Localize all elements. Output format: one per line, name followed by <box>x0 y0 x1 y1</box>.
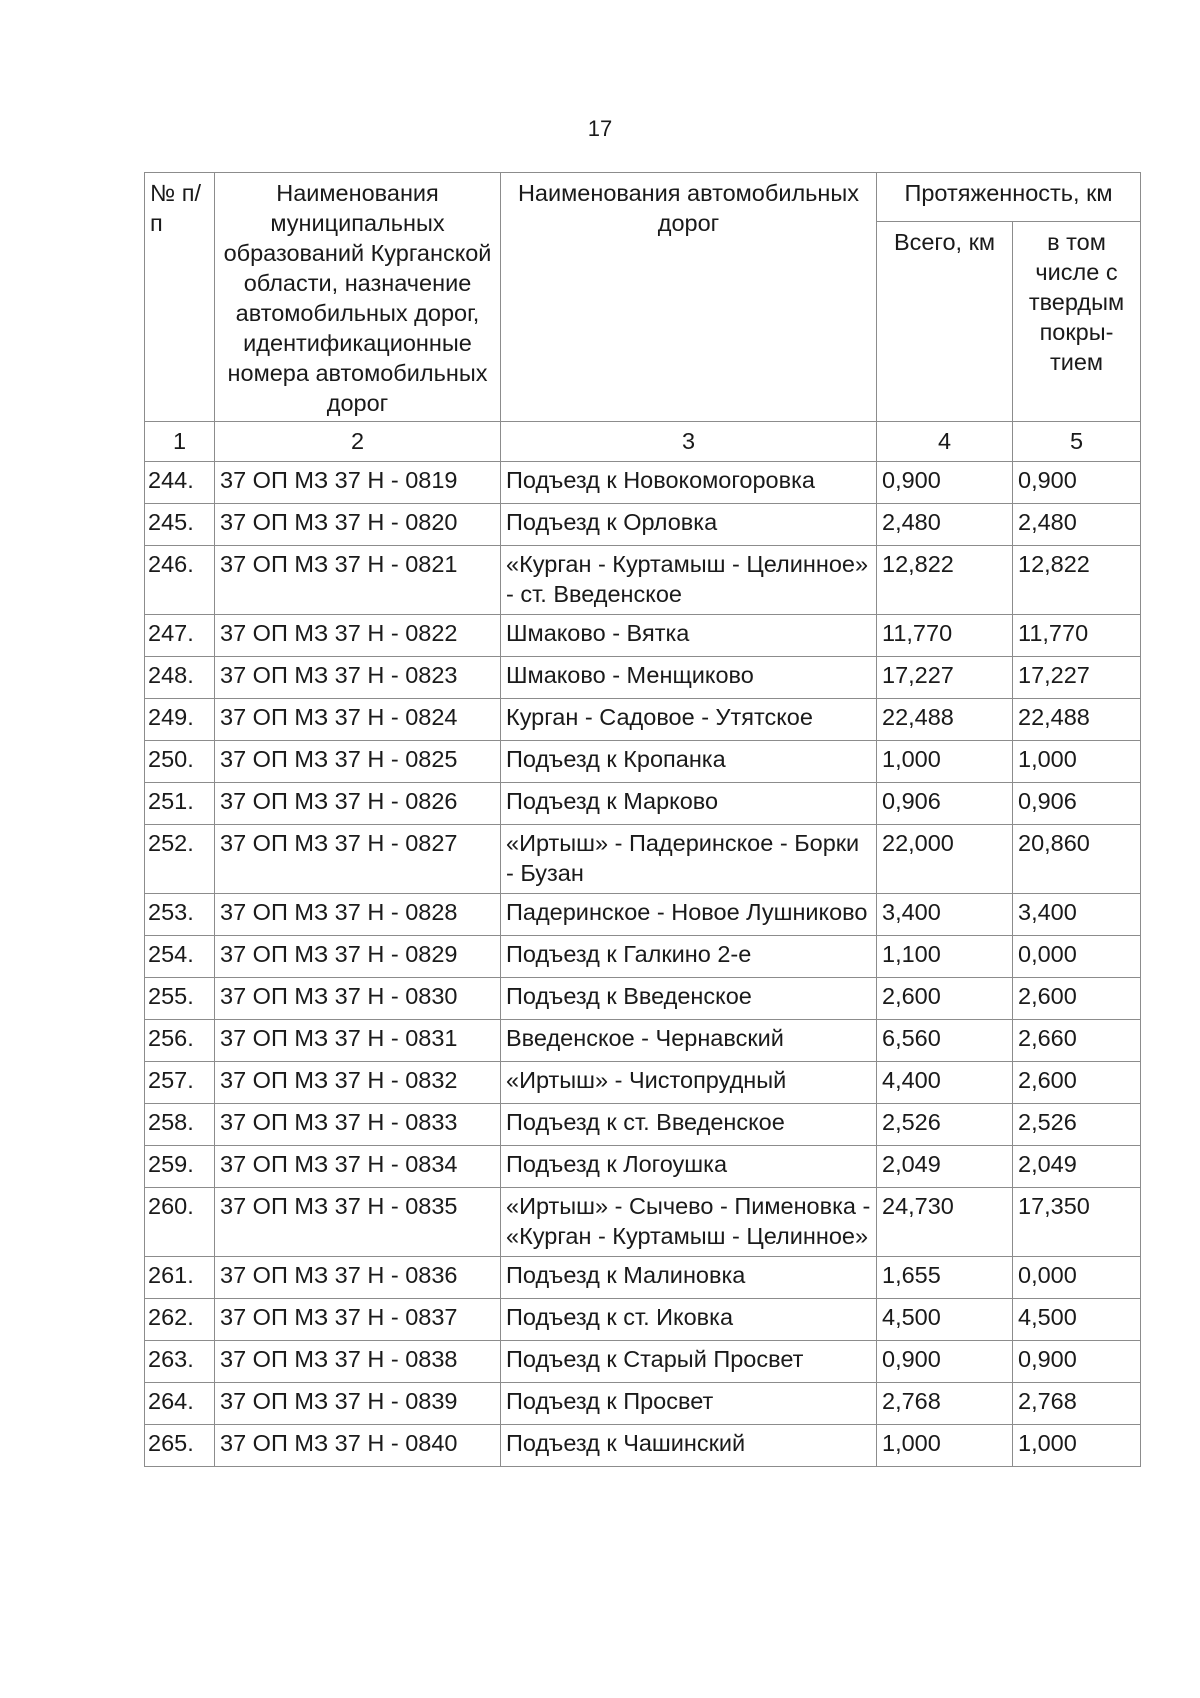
road-name: Падеринское - Новое Лушниково <box>501 894 877 936</box>
row-number: 247. <box>145 615 215 657</box>
hard-surface-length: 20,860 <box>1013 825 1141 894</box>
row-number: 255. <box>145 978 215 1020</box>
row-number: 264. <box>145 1383 215 1425</box>
road-id-code: 37 ОП МЗ 37 Н - 0838 <box>215 1341 501 1383</box>
road-id-code: 37 ОП МЗ 37 Н - 0829 <box>215 936 501 978</box>
total-length: 2,600 <box>877 978 1013 1020</box>
hard-surface-length: 11,770 <box>1013 615 1141 657</box>
total-length: 12,822 <box>877 546 1013 615</box>
road-id-code: 37 ОП МЗ 37 Н - 0820 <box>215 504 501 546</box>
road-name: «Курган - Куртамыш - Целинное» - ст. Введенское <box>501 546 877 615</box>
column-index: 3 <box>501 422 877 462</box>
road-name: Подъезд к Кропанка <box>501 741 877 783</box>
road-name: Подъезд к Новокомогоровка <box>501 462 877 504</box>
row-number: 246. <box>145 546 215 615</box>
road-name: Подъезд к Галкино 2-е <box>501 936 877 978</box>
road-id-code: 37 ОП МЗ 37 Н - 0822 <box>215 615 501 657</box>
table-row <box>145 699 1141 741</box>
hard-surface-length: 2,526 <box>1013 1104 1141 1146</box>
road-id-code: 37 ОП МЗ 37 Н - 0823 <box>215 657 501 699</box>
total-length: 0,900 <box>877 1341 1013 1383</box>
table-row <box>145 504 1141 546</box>
row-number: 259. <box>145 1146 215 1188</box>
hard-surface-length: 2,660 <box>1013 1020 1141 1062</box>
road-id-code: 37 ОП МЗ 37 Н - 0831 <box>215 1020 501 1062</box>
total-length: 1,655 <box>877 1257 1013 1299</box>
table-row <box>145 1383 1141 1425</box>
column-index: 1 <box>145 422 215 462</box>
road-id-code: 37 ОП МЗ 37 Н - 0825 <box>215 741 501 783</box>
row-number: 262. <box>145 1299 215 1341</box>
table-row <box>145 1104 1141 1146</box>
road-name: Подъезд к Введенское <box>501 978 877 1020</box>
hard-surface-length: 2,480 <box>1013 504 1141 546</box>
road-name: Подъезд к Логоушка <box>501 1146 877 1188</box>
road-id-code: 37 ОП МЗ 37 Н - 0835 <box>215 1188 501 1257</box>
table-row <box>145 1257 1141 1299</box>
road-name: Введенское - Чернавский <box>501 1020 877 1062</box>
row-number: 252. <box>145 825 215 894</box>
table-row <box>145 1425 1141 1467</box>
road-id-code: 37 ОП МЗ 37 Н - 0824 <box>215 699 501 741</box>
header-length-group: Протяженность, км <box>877 173 1141 222</box>
hard-surface-length: 1,000 <box>1013 741 1141 783</box>
total-length: 17,227 <box>877 657 1013 699</box>
road-id-code: 37 ОП МЗ 37 Н - 0821 <box>215 546 501 615</box>
total-length: 2,480 <box>877 504 1013 546</box>
road-id-code: 37 ОП МЗ 37 Н - 0836 <box>215 1257 501 1299</box>
header-hard-surface: в том числе с твердым покры- тием <box>1013 222 1141 422</box>
total-length: 11,770 <box>877 615 1013 657</box>
hard-surface-length: 1,000 <box>1013 1425 1141 1467</box>
total-length: 2,526 <box>877 1104 1013 1146</box>
table-row <box>145 825 1141 894</box>
road-name: Курган - Садовое - Утятское <box>501 699 877 741</box>
table-header <box>145 173 1141 462</box>
hard-surface-length: 0,906 <box>1013 783 1141 825</box>
total-length: 3,400 <box>877 894 1013 936</box>
road-id-code: 37 ОП МЗ 37 Н - 0827 <box>215 825 501 894</box>
total-length: 1,000 <box>877 741 1013 783</box>
row-number: 253. <box>145 894 215 936</box>
road-id-code: 37 ОП МЗ 37 Н - 0830 <box>215 978 501 1020</box>
table-row <box>145 1188 1141 1257</box>
table-row <box>145 1020 1141 1062</box>
row-number: 254. <box>145 936 215 978</box>
hard-surface-length: 3,400 <box>1013 894 1141 936</box>
road-id-code: 37 ОП МЗ 37 Н - 0828 <box>215 894 501 936</box>
hard-surface-length: 2,600 <box>1013 978 1141 1020</box>
row-number: 245. <box>145 504 215 546</box>
column-index: 5 <box>1013 422 1141 462</box>
row-number: 260. <box>145 1188 215 1257</box>
header-total-length: Всего, км <box>877 222 1013 422</box>
hard-surface-length: 0,900 <box>1013 1341 1141 1383</box>
column-index: 2 <box>215 422 501 462</box>
table-row <box>145 936 1141 978</box>
header-row-top <box>145 173 1141 222</box>
road-name: Шмаково - Менщиково <box>501 657 877 699</box>
hard-surface-length: 17,227 <box>1013 657 1141 699</box>
column-index-row <box>145 422 1141 462</box>
road-name: «Иртыш» - Падеринское - Борки - Бузан <box>501 825 877 894</box>
total-length: 22,488 <box>877 699 1013 741</box>
table-body <box>145 462 1141 1467</box>
hard-surface-length: 0,900 <box>1013 462 1141 504</box>
total-length: 22,000 <box>877 825 1013 894</box>
road-name: Подъезд к Чашинский <box>501 1425 877 1467</box>
road-name: Подъезд к Орловка <box>501 504 877 546</box>
road-id-code: 37 ОП МЗ 37 Н - 0832 <box>215 1062 501 1104</box>
total-length: 1,000 <box>877 1425 1013 1467</box>
road-id-code: 37 ОП МЗ 37 Н - 0834 <box>215 1146 501 1188</box>
row-number: 248. <box>145 657 215 699</box>
table-row <box>145 1062 1141 1104</box>
road-name: Подъезд к ст. Введенское <box>501 1104 877 1146</box>
hard-surface-length: 2,049 <box>1013 1146 1141 1188</box>
row-number: 251. <box>145 783 215 825</box>
hard-surface-length: 4,500 <box>1013 1299 1141 1341</box>
total-length: 1,100 <box>877 936 1013 978</box>
row-number: 256. <box>145 1020 215 1062</box>
table-row <box>145 978 1141 1020</box>
road-name: «Иртыш» - Чистопрудный <box>501 1062 877 1104</box>
hard-surface-length: 2,600 <box>1013 1062 1141 1104</box>
table-row <box>145 1341 1141 1383</box>
row-number: 250. <box>145 741 215 783</box>
table-row <box>145 783 1141 825</box>
road-id-code: 37 ОП МЗ 37 Н - 0819 <box>215 462 501 504</box>
road-id-code: 37 ОП МЗ 37 Н - 0840 <box>215 1425 501 1467</box>
road-name: Подъезд к Марково <box>501 783 877 825</box>
hard-surface-length: 17,350 <box>1013 1188 1141 1257</box>
table-row <box>145 894 1141 936</box>
hard-surface-length: 0,000 <box>1013 1257 1141 1299</box>
table-row <box>145 657 1141 699</box>
hard-surface-length: 2,768 <box>1013 1383 1141 1425</box>
hard-surface-length: 0,000 <box>1013 936 1141 978</box>
road-name: Подъезд к Старый Просвет <box>501 1341 877 1383</box>
row-number: 263. <box>145 1341 215 1383</box>
row-number: 244. <box>145 462 215 504</box>
total-length: 2,049 <box>877 1146 1013 1188</box>
total-length: 24,730 <box>877 1188 1013 1257</box>
total-length: 6,560 <box>877 1020 1013 1062</box>
column-index: 4 <box>877 422 1013 462</box>
table-row <box>145 1146 1141 1188</box>
row-number: 265. <box>145 1425 215 1467</box>
road-id-code: 37 ОП МЗ 37 Н - 0839 <box>215 1383 501 1425</box>
total-length: 2,768 <box>877 1383 1013 1425</box>
total-length: 0,900 <box>877 462 1013 504</box>
row-number: 249. <box>145 699 215 741</box>
road-name: Подъезд к ст. Иковка <box>501 1299 877 1341</box>
table-row <box>145 462 1141 504</box>
road-id-code: 37 ОП МЗ 37 Н - 0833 <box>215 1104 501 1146</box>
page-number: 17 <box>587 116 613 141</box>
total-length: 0,906 <box>877 783 1013 825</box>
table-row <box>145 546 1141 615</box>
road-id-code: 37 ОП МЗ 37 Н - 0826 <box>215 783 501 825</box>
total-length: 4,500 <box>877 1299 1013 1341</box>
table-row <box>145 741 1141 783</box>
road-id-code: 37 ОП МЗ 37 Н - 0837 <box>215 1299 501 1341</box>
header-road-name: Наименования автомобильных дорог <box>501 173 877 422</box>
road-name: Подъезд к Малиновка <box>501 1257 877 1299</box>
row-number: 258. <box>145 1104 215 1146</box>
hard-surface-length: 22,488 <box>1013 699 1141 741</box>
row-number: 261. <box>145 1257 215 1299</box>
table-row <box>145 1299 1141 1341</box>
total-length: 4,400 <box>877 1062 1013 1104</box>
table-row <box>145 615 1141 657</box>
header-number: № п/п <box>145 173 215 422</box>
road-name: «Иртыш» - Сычево - Пименовка - «Курган - Куртамыш - Целинное» <box>501 1188 877 1257</box>
road-name: Подъезд к Просвет <box>501 1383 877 1425</box>
hard-surface-length: 12,822 <box>1013 546 1141 615</box>
roads-table <box>144 172 1141 1467</box>
header-municipality: Наименования муниципальных образований Курганской области, назначение автомобильных дорог, идентификационные номера автомобильных дорог <box>215 173 501 422</box>
row-number: 257. <box>145 1062 215 1104</box>
road-name: Шмаково - Вятка <box>501 615 877 657</box>
